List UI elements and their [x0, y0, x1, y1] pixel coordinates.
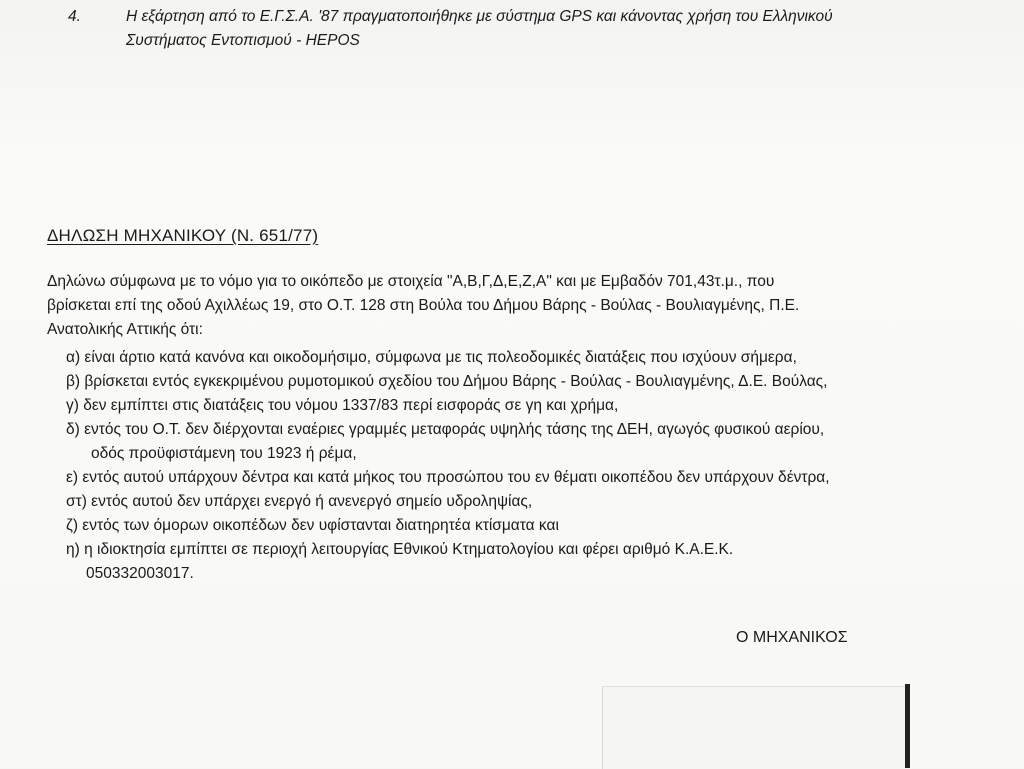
- declaration-item-c: [66, 394, 996, 418]
- declaration-intro: [47, 270, 977, 342]
- intro-line: βρίσκεται επί της οδού Αχιλλέως 19, στο Ο.Τ. 128 στη Βούλα του Δήμου Βάρης - Βούλας - Βουλιαγμένης, Π.Ε.: [47, 297, 800, 314]
- declaration-item-a: [66, 346, 996, 370]
- declaration-item-h: [66, 538, 996, 586]
- stamp-area: [602, 686, 909, 769]
- item-line: ε) εντός αυτού υπάρχουν δέντρα και κατά μήκος του προσώπου του εν θέματι οικοπέδου δεν υπάρχουν δέντρα,: [66, 469, 830, 486]
- item-line: στ) εντός αυτού δεν υπάρχει ενεργό ή ανενεργό σημείο υδροληψίας,: [66, 493, 533, 510]
- declaration-items: [66, 346, 996, 586]
- item-line: γ) δεν εμπίπτει στις διατάξεις του νόμου 1337/83 περί εισφοράς σε γη και χρήμα,: [66, 397, 619, 414]
- declaration-heading: ΔΗΛΩΣΗ ΜΗΧΑΝΙΚΟΥ (Ν. 651/77): [47, 226, 319, 245]
- kaek-number: 050332003017.: [86, 565, 194, 582]
- item-line: η) η ιδιοκτησία εμπίπτει σε περιοχή λειτουργίας Εθνικού Κτηματολογίου και φέρει αριθμό Κ.Α.Ε.Κ.: [66, 541, 734, 558]
- note-line-2: Συστήματος Εντοπισμού - HEPOS: [126, 32, 360, 49]
- declaration-item-d: [66, 418, 996, 466]
- signature-title: Ο ΜΗΧΑΝΙΚΟΣ: [736, 629, 848, 646]
- intro-line: Ανατολικής Αττικής ότι:: [47, 321, 203, 338]
- item-continuation: οδός προϋφιστάμενη του 1923 ή ρέμα,: [91, 445, 357, 462]
- item-line: β) βρίσκεται εντός εγκεκριμένου ρυμοτομικού σχεδίου του Δήμου Βάρης - Βούλας - Βουλιαγμένης, Δ.Ε. Βούλας,: [66, 373, 828, 390]
- note-text: [126, 5, 966, 53]
- intro-line: Δηλώνω σύμφωνα με το νόμο για το οικόπεδο με στοιχεία "Α,Β,Γ,Δ,Ε,Ζ,Α" και με Εμβαδόν 701,43τ.μ., που: [47, 273, 775, 290]
- stamp-edge: [905, 684, 910, 768]
- declaration-item-z: [66, 514, 996, 538]
- item-line: ζ) εντός των όμορων οικοπέδων δεν υφίστανται διατηρητέα κτίσματα και: [66, 517, 559, 534]
- declaration-item-b: [66, 370, 996, 394]
- item-line: α) είναι άρτιο κατά κανόνα και οικοδομήσιμο, σύμφωνα με τις πολεοδομικές διατάξεις που ισχύουν σήμερα,: [66, 349, 797, 366]
- declaration-item-e: [66, 466, 996, 490]
- note-number: 4.: [68, 8, 81, 25]
- note-line-1: Η εξάρτηση από το Ε.Γ.Σ.Α. '87 πραγματοποιήθηκε με σύστημα GPS και κάνοντας χρήση του Ελληνικού: [126, 8, 833, 25]
- item-line: δ) εντός του Ο.Τ. δεν διέρχονται εναέριες γραμμές μεταφοράς υψηλής τάσης της ΔΕΗ, αγωγός φυσικού αερίου,: [66, 421, 825, 438]
- declaration-item-st: [66, 490, 996, 514]
